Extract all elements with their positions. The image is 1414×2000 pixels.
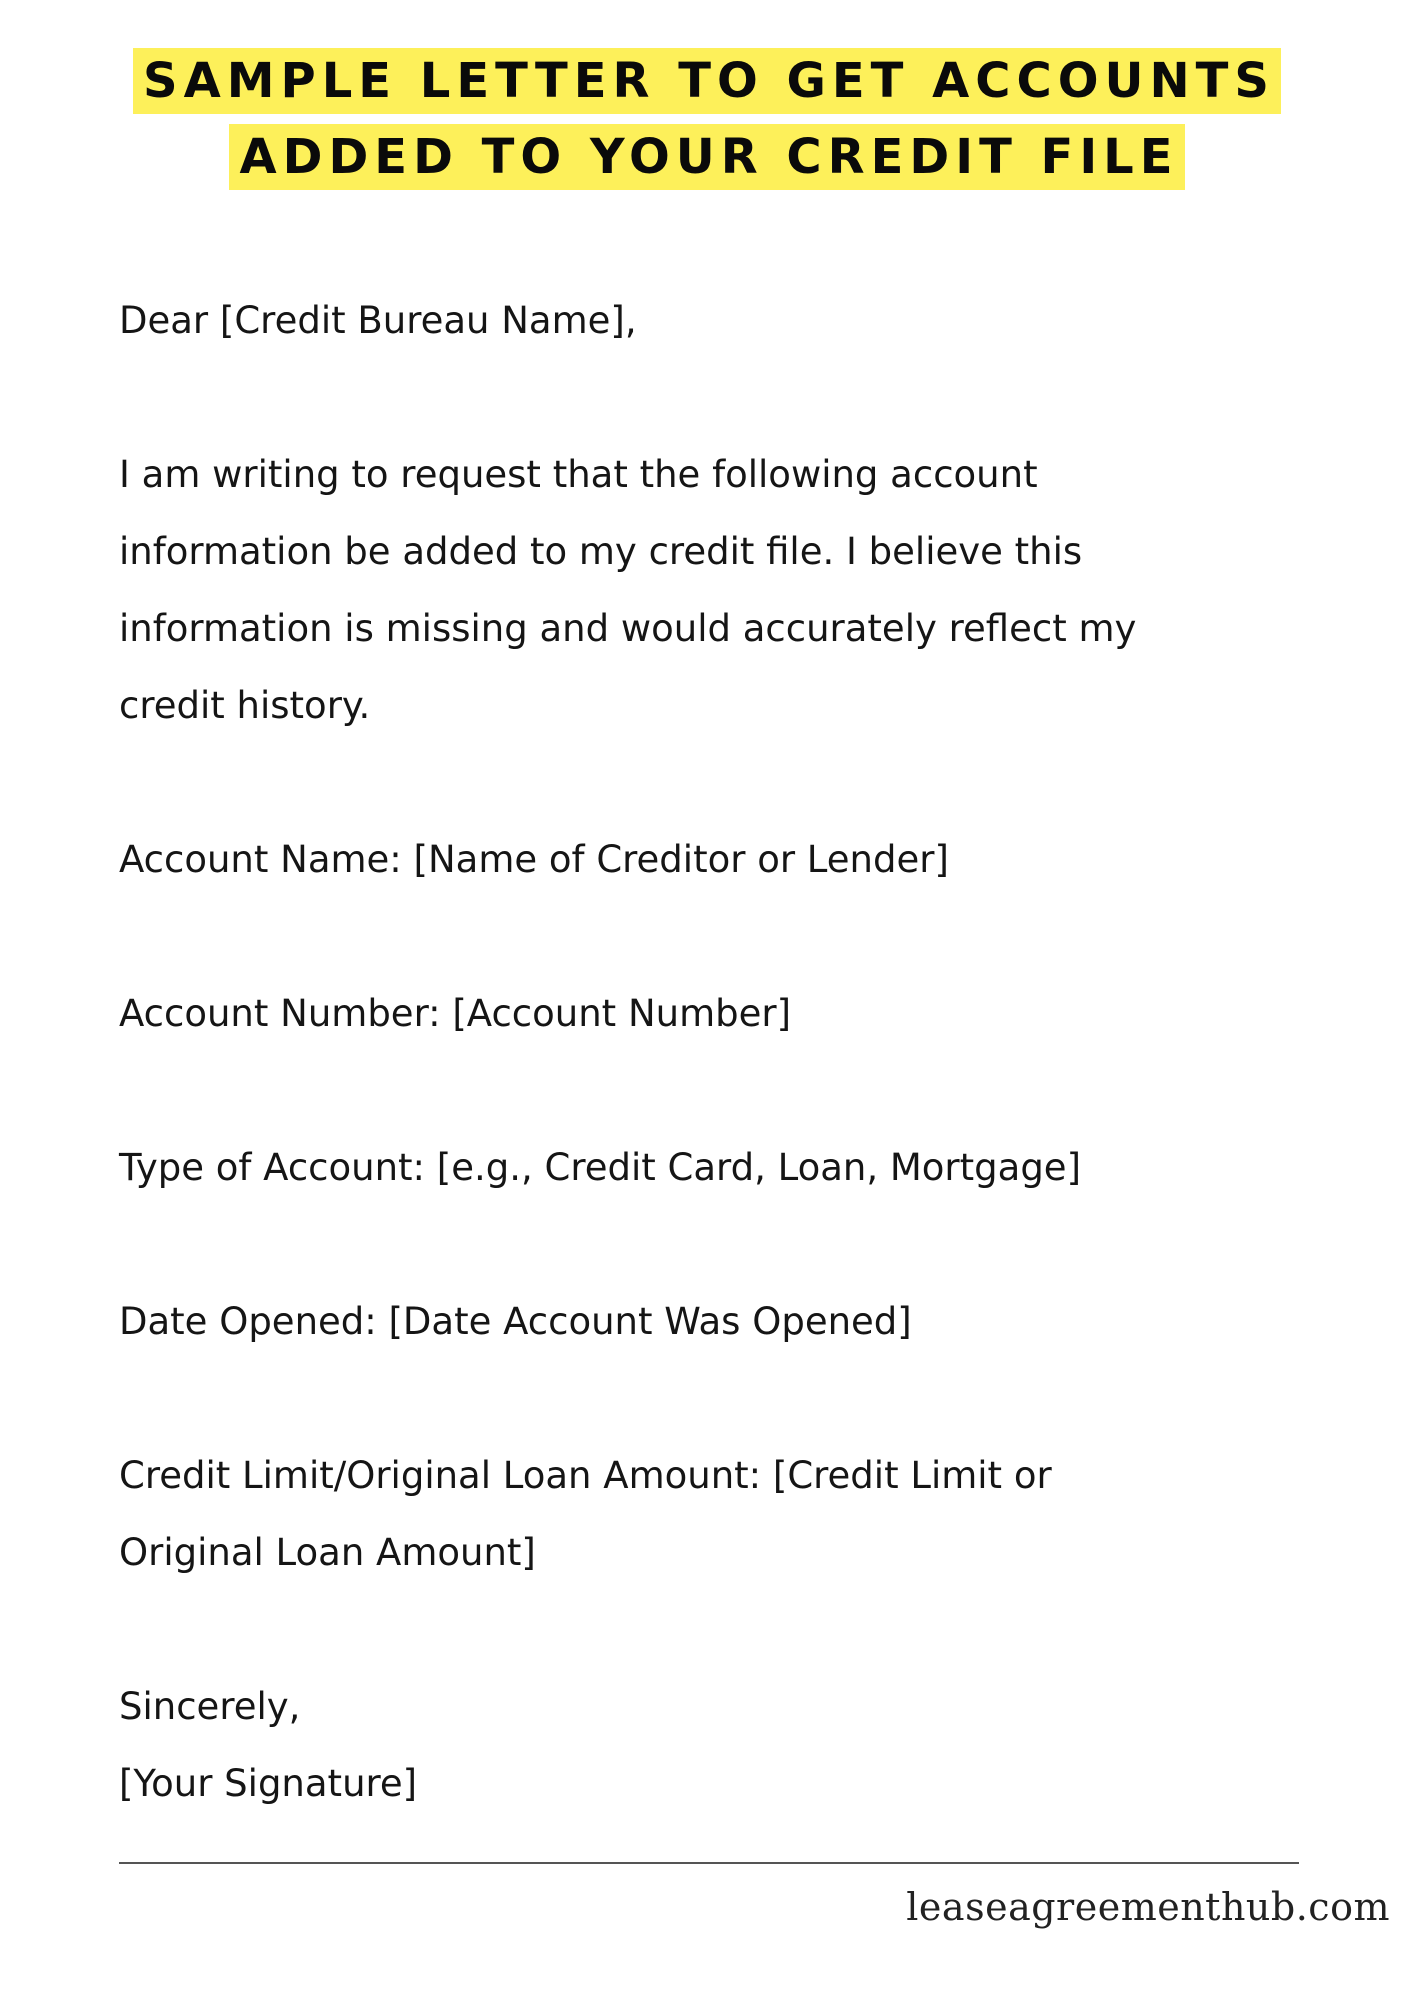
body-line: information is missing and would accurately reflect my	[119, 607, 1137, 650]
letter-body	[119, 282, 1299, 1822]
paragraph-gap	[119, 359, 1299, 436]
document-title	[0, 48, 1414, 190]
account-name-field: Account Name: [Name of Creditor or Lender]	[119, 838, 949, 881]
salutation: Dear [Credit Bureau Name],	[119, 299, 637, 342]
paragraph-gap	[119, 1591, 1299, 1668]
credit-limit-field: Credit Limit/Original Loan Amount: [Credit Limit or	[119, 1454, 1052, 1497]
signature-placeholder: [Your Signature]	[119, 1762, 418, 1805]
paragraph-gap	[119, 744, 1299, 821]
account-type-field: Type of Account: [e.g., Credit Card, Loan, Mortgage]	[119, 1146, 1081, 1189]
body-line: I am writing to request that the following account	[119, 453, 1038, 496]
title-line-1: SAMPLE LETTER TO GET ACCOUNTS	[133, 48, 1281, 114]
paragraph-gap	[119, 1052, 1299, 1129]
title-line-2: ADDED TO YOUR CREDIT FILE	[229, 124, 1184, 190]
closing: Sincerely,	[119, 1685, 301, 1728]
credit-limit-field-continued: Original Loan Amount]	[119, 1531, 536, 1574]
date-opened-field: Date Opened: [Date Account Was Opened]	[119, 1300, 912, 1343]
paragraph-gap	[119, 898, 1299, 975]
body-line: information be added to my credit file. I believe this	[119, 530, 1083, 573]
body-line: credit history.	[119, 684, 371, 727]
footer-divider	[119, 1862, 1299, 1864]
account-number-field: Account Number: [Account Number]	[119, 992, 792, 1035]
footer-site-name: leaseagreementhub.com	[906, 1885, 1390, 1929]
paragraph-gap	[119, 1206, 1299, 1283]
paragraph-gap	[119, 1360, 1299, 1437]
